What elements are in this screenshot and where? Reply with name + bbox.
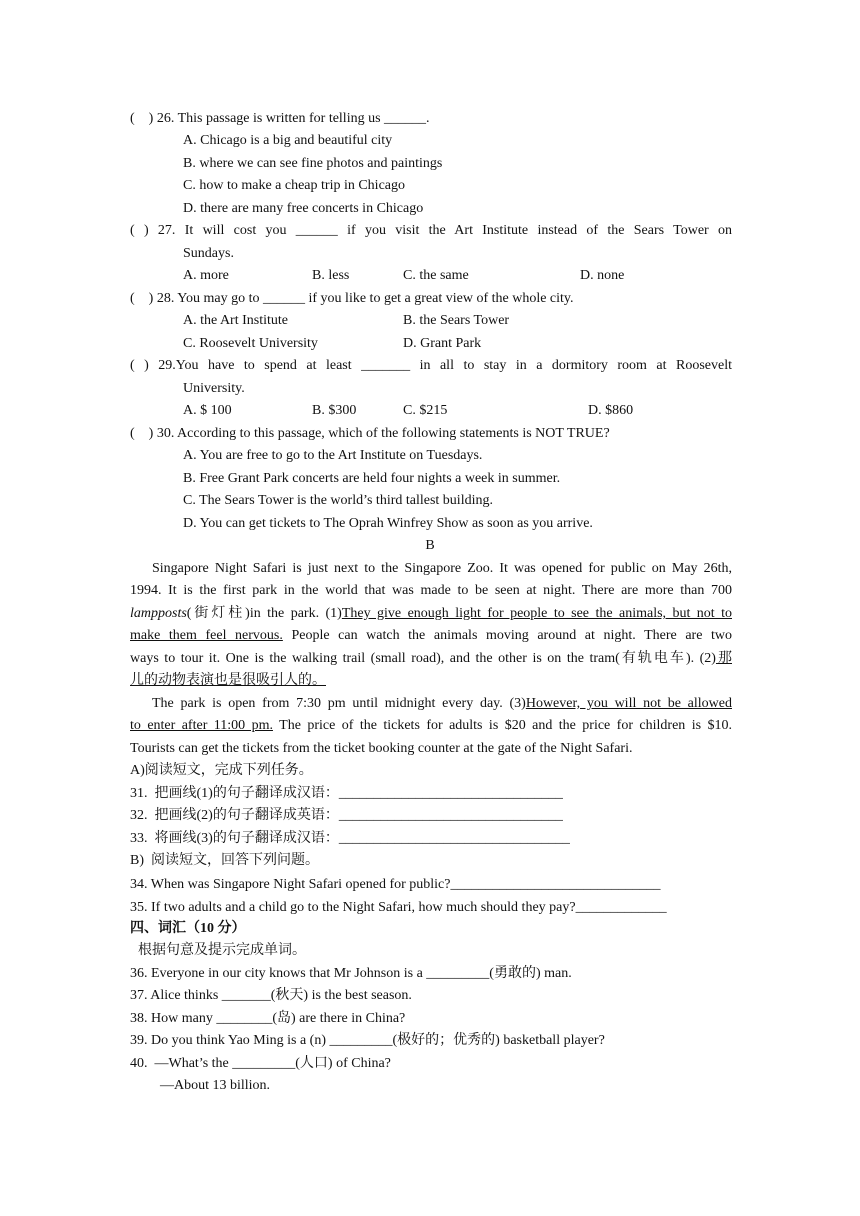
- underlined-sentence-3a: However, you will not be allowed: [525, 696, 732, 711]
- passage-b-line-3: [130, 605, 732, 623]
- underlined-sentence-3b: to enter after 11:00 pm.: [130, 718, 273, 733]
- question-27-option-a: A. more: [183, 268, 229, 283]
- question-29-option-c: C. $215: [403, 403, 448, 418]
- question-29-option-b: B. $300: [312, 403, 357, 418]
- question-26-option-c: C. how to make a cheap trip in Chicago: [183, 178, 405, 193]
- question-30-stem: ( ) 30. According to this passage, which of the following statements is NOT TRUE?: [130, 426, 610, 441]
- question-29-stem: ( ) 29.You have to spend at least _______ in all to stay in a dormitory room at Roosevelt: [130, 358, 732, 373]
- question-28-option-a: A. the Art Institute: [183, 313, 288, 328]
- question-29-option-d: D. $860: [588, 403, 634, 418]
- question-30-option-d: D. You can get tickets to The Oprah Winfrey Show as soon as you arrive.: [183, 516, 593, 531]
- passage-b-line-6: [130, 672, 326, 690]
- question-39: 39. Do you think Yao Ming is a (n) _________(极好的；优秀的) basketball player?: [130, 1033, 605, 1048]
- question-40: 40. —What’s the _________(人口) of China?: [130, 1056, 391, 1071]
- vocab-section-title: 四、词汇（10 分）: [130, 921, 246, 936]
- passage-b-line-5-text: ways to tour it. One is the walking trail (small road), and the other is on the tram(有轨电车). (2): [130, 651, 716, 666]
- question-26-option-d: D. there are many free concerts in Chicago: [183, 201, 424, 216]
- passage-b-p2-line-3: Tourists can get the tickets from the ticket booking counter at the gate of the Night Safari.: [130, 741, 633, 756]
- question-27-option-d: D. none: [580, 268, 625, 283]
- question-29-stem-cont: University.: [183, 381, 245, 396]
- task-b-title: B) 阅读短文，回答下列问题。: [130, 853, 319, 868]
- underlined-sentence-2b: 儿的动物表演也是很吸引人的。: [130, 673, 326, 688]
- question-27-option-b: B. less: [312, 268, 350, 283]
- underlined-sentence-2a: 那: [715, 651, 732, 666]
- question-27-stem: ( ) 27. It will cost you ______ if you visit the Art Institute instead of the Sears Tower on: [130, 223, 732, 238]
- question-26-option-a: A. Chicago is a big and beautiful city: [183, 133, 393, 148]
- question-30-option-b: B. Free Grant Park concerts are held four nights a week in summer.: [183, 471, 561, 486]
- question-32: 32. 把画线(2)的句子翻译成英语：________________________________: [130, 808, 563, 823]
- question-30-option-a: A. You are free to go to the Art Institute on Tuesdays.: [183, 448, 483, 463]
- question-26-option-b: B. where we can see fine photos and paintings: [183, 156, 443, 171]
- passage-b-line-4-text: People can watch the animals moving around at night. There are two: [282, 628, 732, 643]
- underlined-sentence-1a: They give enough light for people to see the animals, but not to: [341, 606, 732, 621]
- passage-b-line-1: Singapore Night Safari is just next to the Singapore Zoo. It was opened for public on May 26th,: [152, 561, 732, 576]
- passage-b-line-4: [130, 627, 732, 645]
- passage-b-heading: B: [425, 538, 435, 553]
- underlined-sentence-1b: make them feel nervous.: [130, 628, 283, 643]
- passage-b-p2-line-1-text: The park is open from 7:30 pm until midnight every day. (3): [152, 696, 526, 711]
- vocab-instruction: 根据句意及提示完成单词。: [138, 943, 306, 958]
- question-27-option-c: C. the same: [403, 268, 469, 283]
- question-33: 33. 将画线(3)的句子翻译成汉语：_________________________________: [130, 831, 570, 846]
- question-27-stem-cont: Sundays.: [183, 246, 234, 261]
- lampposts-word: lampposts: [130, 606, 187, 621]
- question-28-option-b: B. the Sears Tower: [403, 313, 510, 328]
- question-38: 38. How many ________(岛) are there in China?: [130, 1011, 406, 1026]
- passage-b-p2-line-2-text: The price of the tickets for adults is $20 and the price for children is $10.: [272, 718, 732, 733]
- passage-b-line-5: [130, 650, 732, 668]
- question-26-stem: ( ) 26. This passage is written for telling us ______.: [130, 111, 430, 126]
- question-29-option-a: A. $ 100: [183, 403, 232, 418]
- question-28-stem: ( ) 28. You may go to ______ if you like to get a great view of the whole city.: [130, 291, 574, 306]
- question-37: 37. Alice thinks _______(秋天) is the best season.: [130, 988, 412, 1003]
- question-36: 36. Everyone in our city knows that Mr Johnson is a _________(勇敢的) man.: [130, 966, 572, 981]
- task-a-title: A)阅读短文，完成下列任务。: [130, 763, 313, 778]
- question-30-option-c: C. The Sears Tower is the world’s third tallest building.: [183, 493, 493, 508]
- question-28-option-c: C. Roosevelt University: [183, 336, 318, 351]
- passage-b-p2-line-2: [130, 717, 732, 735]
- question-35: 35. If two adults and a child go to the Night Safari, how much should they pay?_____________: [130, 900, 667, 915]
- passage-b-line-3-text: (街灯柱)in the park. (1): [186, 606, 342, 621]
- question-40-answer: —About 13 billion.: [160, 1078, 271, 1093]
- passage-b-p2-line-1: [152, 695, 732, 713]
- question-31: 31. 把画线(1)的句子翻译成汉语：________________________________: [130, 786, 563, 801]
- question-28-option-d: D. Grant Park: [403, 336, 482, 351]
- question-34: 34. When was Singapore Night Safari opened for public?______________________________: [130, 877, 661, 892]
- passage-b-line-2: 1994. It is the first park in the world that was made to be seen at night. There are more than 700: [130, 583, 732, 598]
